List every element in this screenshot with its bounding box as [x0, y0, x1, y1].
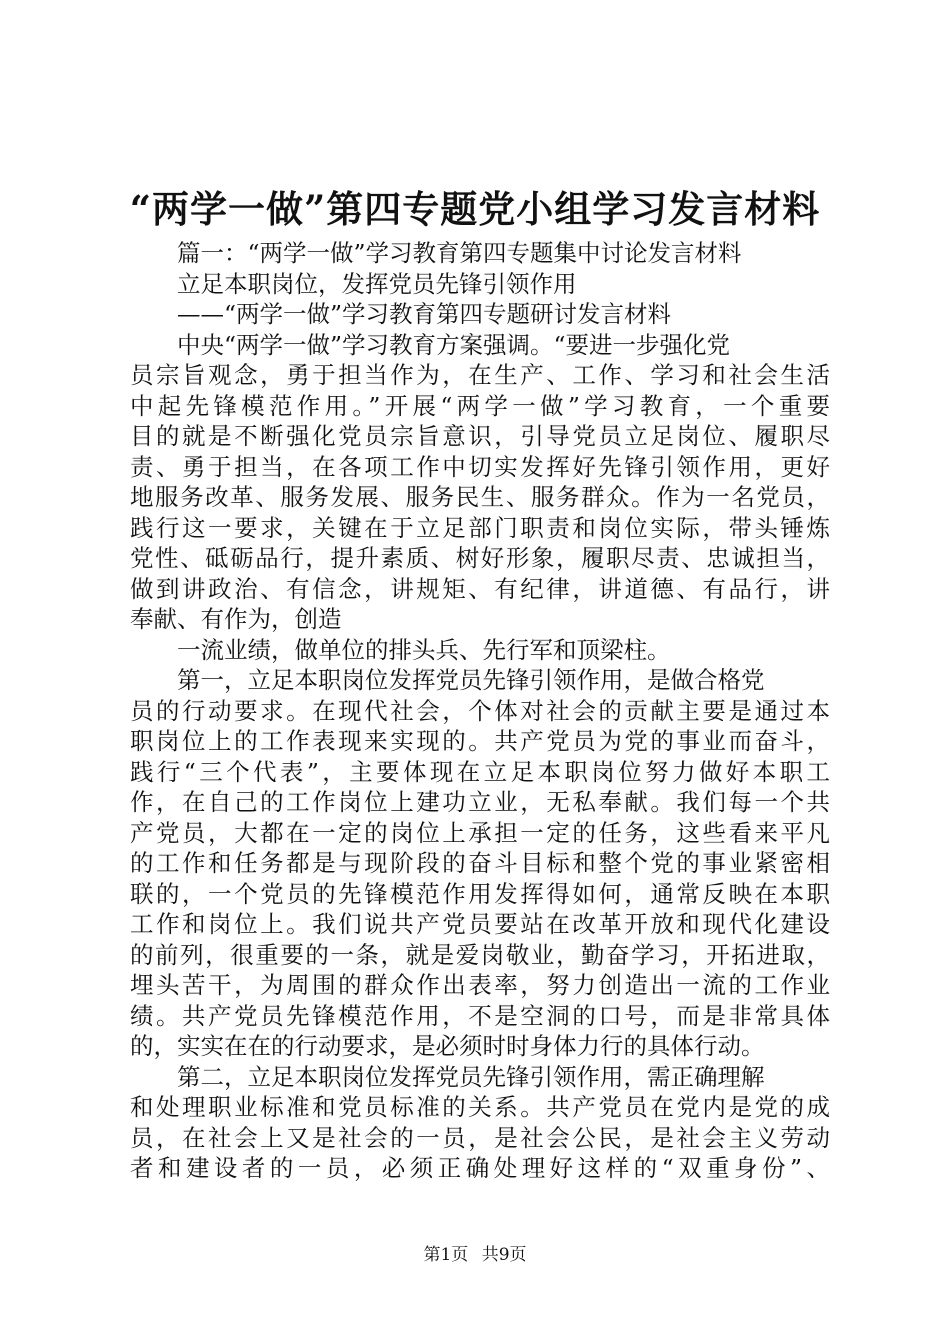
page-total: 共9页 [481, 1245, 527, 1265]
text-line: 工作和岗位上。我们说共产党员要站在改革开放和现代化建设 [130, 910, 830, 938]
text-line: 员，在社会上又是社会的一员，是社会公民，是社会主义劳动 [130, 1123, 830, 1152]
text-line: 第二，立足本职岗位发挥党员先锋引领作用，需正确理解 [177, 1062, 765, 1091]
text-line: 埋头苦干，为周围的群众作出表率，努力创造出一流的工作业 [130, 971, 830, 999]
document-body [130, 238, 830, 1184]
text-line: 者和建设者的一员，必须正确处理好这样的“双重身份”、 [130, 1154, 830, 1182]
text-line: 党性、砥砺品行，提升素质、树好形象，履职尽责、忠诚担当， [130, 544, 830, 572]
text-line: 中起先锋模范作用。”开展“两学一做”学习教育，一个重要 [130, 391, 830, 420]
text-line: 第一，立足本职岗位发挥党员先锋引领作用，是做合格党 [177, 666, 765, 694]
page-number: 第1页 [423, 1245, 469, 1265]
text-line: 责、勇于担当，在各项工作中切实发挥好先锋引领作用，更好 [130, 452, 830, 481]
text-line: 绩。共产党员先锋模范作用，不是空洞的口号，而是非常具体 [130, 1001, 830, 1030]
text-line: 员宗旨观念，勇于担当作为，在生产、工作、学习和社会生活 [130, 361, 830, 389]
text-line: 职岗位上的工作表现来实现的。共产党员为党的事业而奋斗， [130, 727, 830, 755]
text-line: 奉献、有作为，创造 [130, 605, 342, 633]
text-line: 作，在自己的工作岗位上建功立业，无私奉献。我们每一个共 [130, 788, 830, 816]
text-line: 做到讲政治、有信念，讲规矩、有纪律，讲道德、有品行，讲 [130, 574, 830, 603]
text-line: 联的，一个党员的先锋模范作用发挥得如何，通常反映在本职 [130, 879, 830, 908]
text-line: 员的行动要求。在现代社会，个体对社会的贡献主要是通过本 [130, 696, 830, 725]
text-line: 践行这一要求，关键在于立足部门职责和岗位实际，带头锤炼 [130, 513, 830, 542]
page-footer [0, 1243, 950, 1267]
text-line: 和处理职业标准和党员标准的关系。共产党员在党内是党的成 [130, 1093, 830, 1121]
text-line: 立足本职岗位，发挥党员先锋引领作用 [177, 269, 577, 298]
text-line: 的，实实在在的行动要求，是必须时时身体力行的具体行动。 [130, 1032, 765, 1060]
text-line: 的前列，很重要的一条，就是爱岗敬业，勤奋学习，开拓进取， [130, 940, 830, 969]
text-line: 践行“三个代表”，主要体现在立足本职岗位努力做好本职工 [130, 757, 830, 786]
text-line: 目的就是不断强化党员宗旨意识，引导党员立足岗位、履职尽 [130, 422, 830, 450]
text-line: 中央“两学一做”学习教育方案强调。“要进一步强化党 [177, 330, 731, 359]
text-line: 产党员，大都在一定的岗位上承担一定的任务，这些看来平凡 [130, 818, 830, 847]
text-line: 篇一：“两学一做”学习教育第四专题集中讨论发言材料 [177, 239, 742, 267]
text-line: 一流业绩，做单位的排头兵、先行军和顶梁柱。 [177, 635, 671, 664]
text-line: 的工作和任务都是与现阶段的奋斗目标和整个党的事业紧密相 [130, 849, 830, 877]
text-line: 地服务改革、服务发展、服务民生、服务群众。作为一名党员， [130, 483, 830, 511]
document-title: “两学一做”第四专题党小组学习发言材料 [129, 187, 821, 231]
text-line: ——“两学一做”学习教育第四专题研讨发言材料 [177, 300, 672, 328]
